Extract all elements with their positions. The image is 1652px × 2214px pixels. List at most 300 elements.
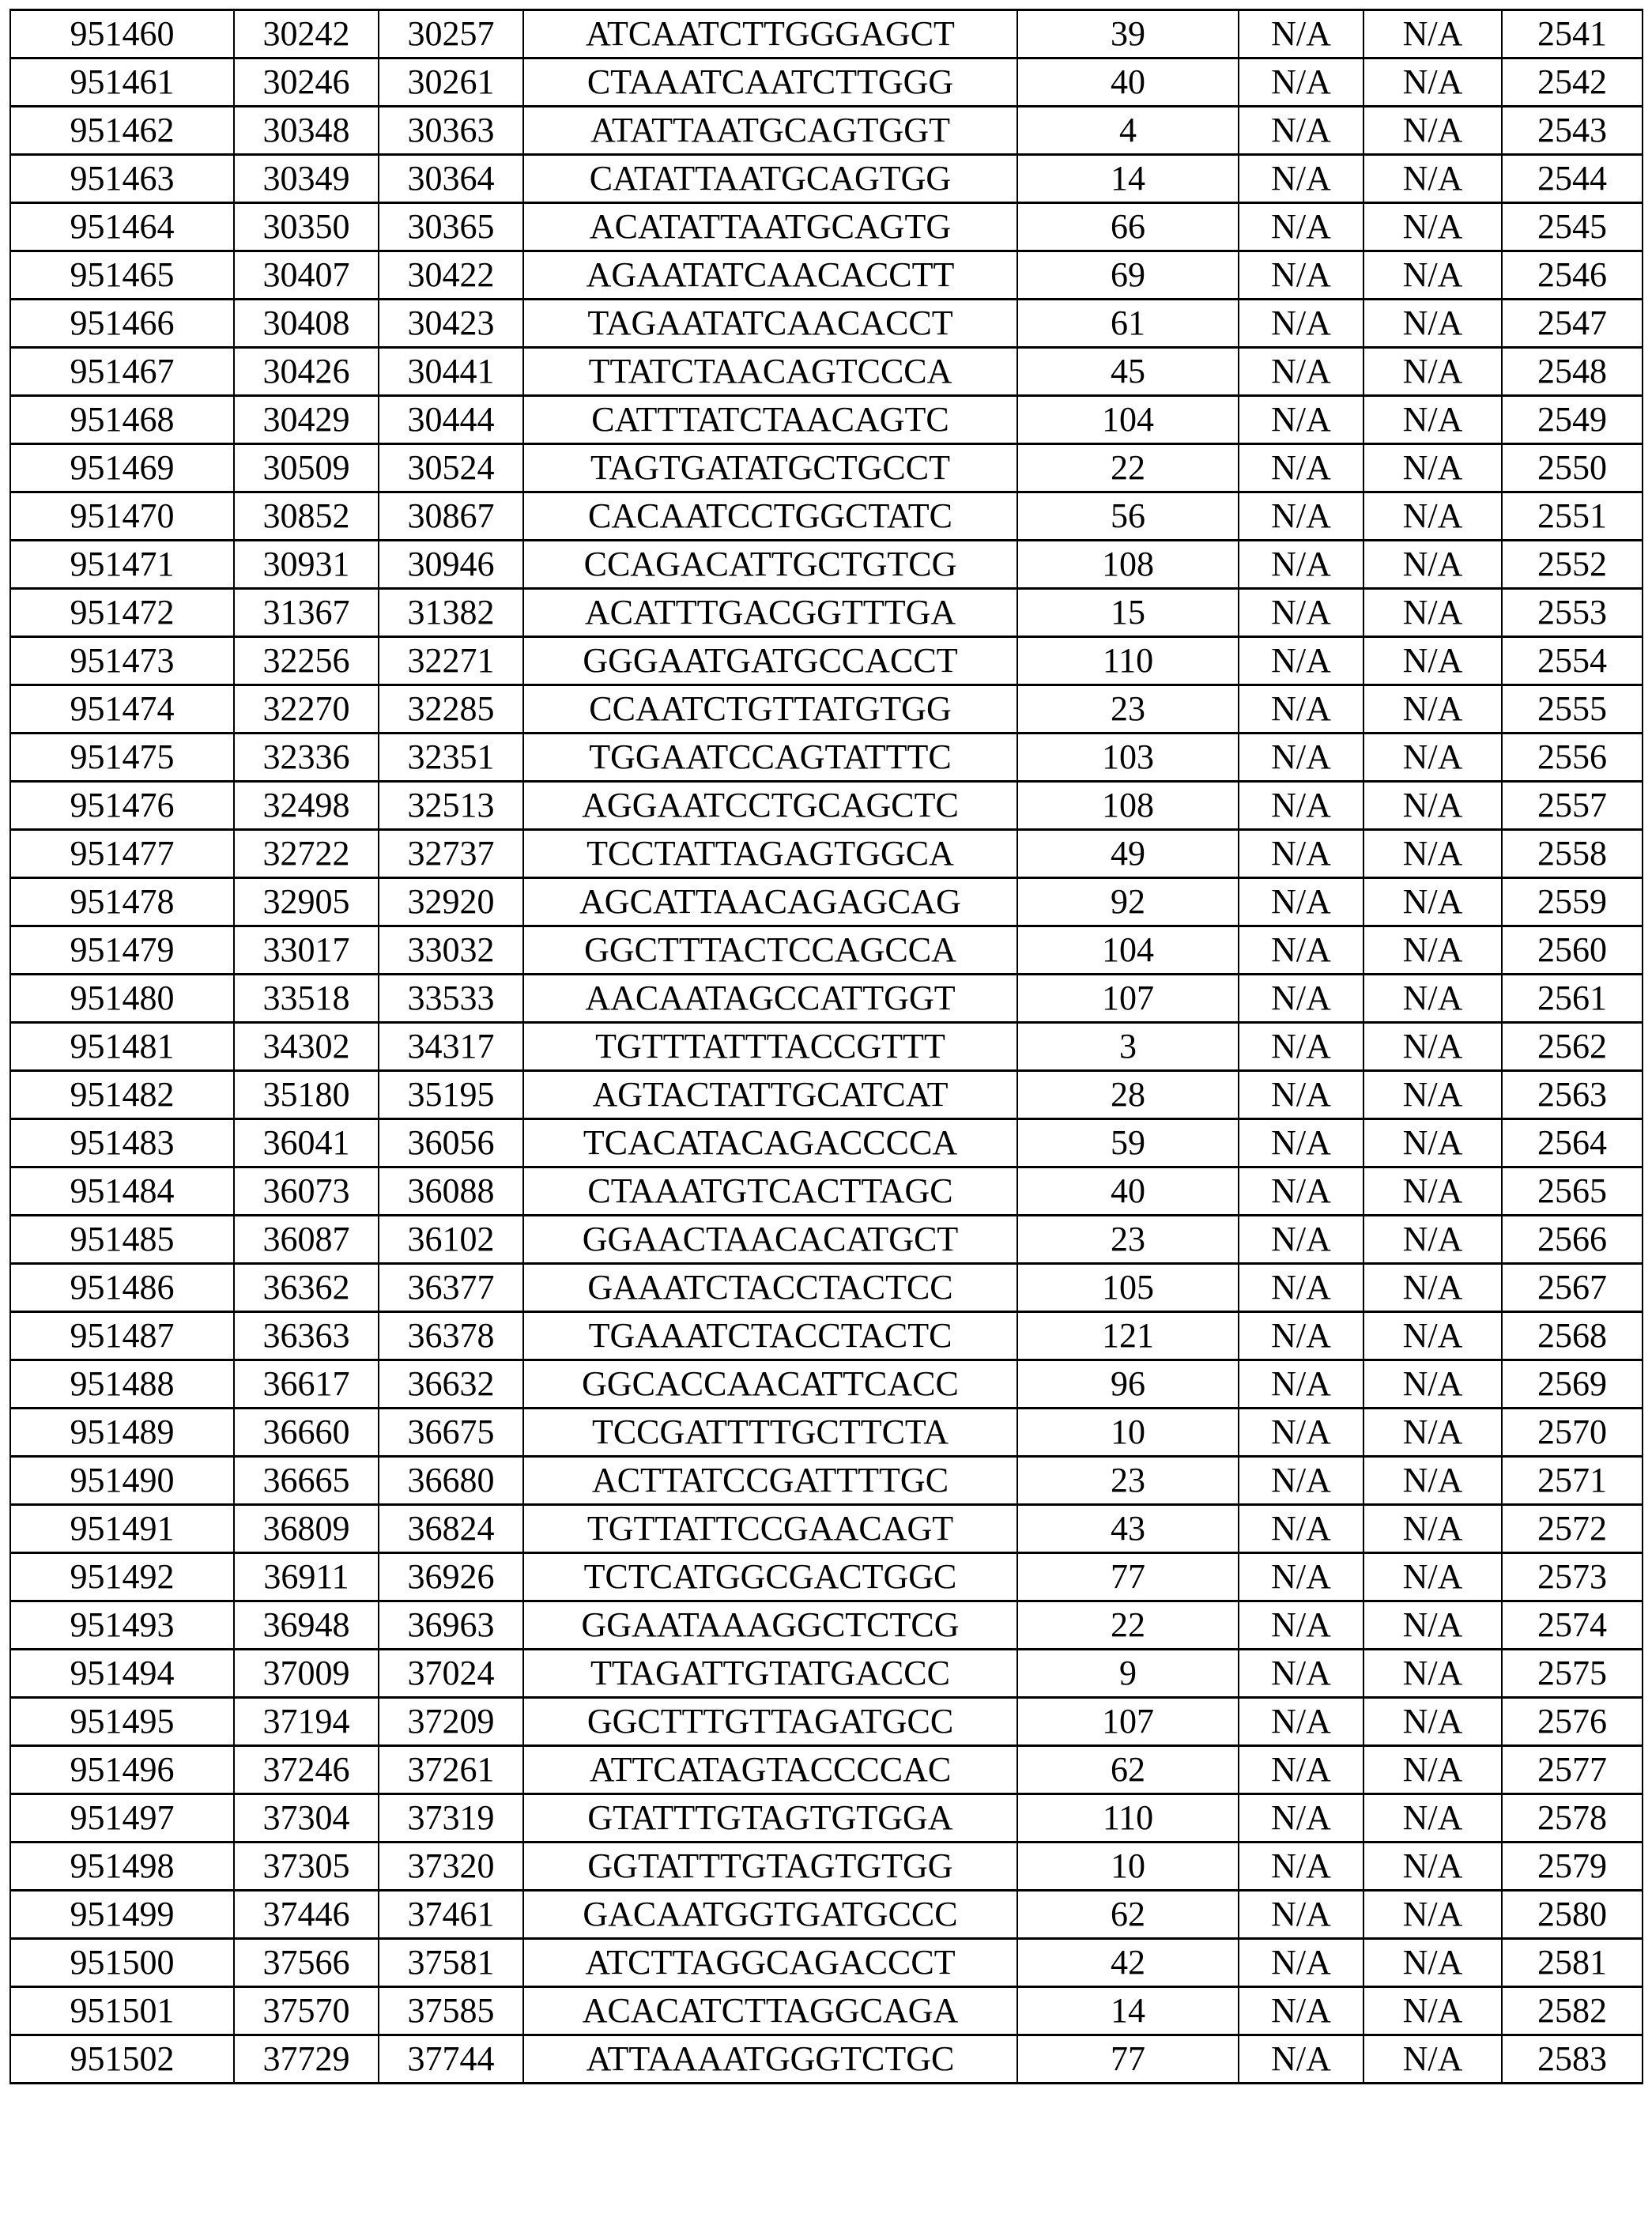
value-cell: 45 xyxy=(1017,348,1239,396)
stop-site-cell: 37024 xyxy=(379,1650,523,1698)
value-cell: 10 xyxy=(1017,1842,1239,1891)
na-cell-1: N/A xyxy=(1239,10,1363,58)
sequence-cell: CATTTATCTAACAGTC xyxy=(523,396,1017,444)
na-cell-2: N/A xyxy=(1363,1987,1502,2035)
na-cell-1: N/A xyxy=(1239,734,1363,782)
stop-site-cell: 30423 xyxy=(379,300,523,348)
na-cell-1: N/A xyxy=(1239,1457,1363,1505)
compound-id-cell: 951467 xyxy=(10,348,234,396)
stop-site-cell: 37585 xyxy=(379,1987,523,2035)
compound-id-cell: 951500 xyxy=(10,1939,234,1987)
value-cell: 40 xyxy=(1017,58,1239,107)
sequence-cell: TCCGATTTTGCTTCTA xyxy=(523,1409,1017,1457)
compound-id-cell: 951489 xyxy=(10,1409,234,1457)
sequence-cell: ACATATTAATGCAGTG xyxy=(523,203,1017,251)
na-cell-2: N/A xyxy=(1363,975,1502,1023)
table-row xyxy=(10,1650,1643,1698)
start-site-cell: 33518 xyxy=(234,975,379,1023)
compound-id-cell: 951498 xyxy=(10,1842,234,1891)
sequence-cell: GTATTTGTAGTGTGGA xyxy=(523,1794,1017,1842)
stop-site-cell: 37319 xyxy=(379,1794,523,1842)
sequence-cell: CACAATCCTGGCTATC xyxy=(523,492,1017,541)
compound-id-cell: 951479 xyxy=(10,926,234,975)
start-site-cell: 30348 xyxy=(234,107,379,155)
compound-id-cell: 951477 xyxy=(10,830,234,878)
start-site-cell: 30242 xyxy=(234,10,379,58)
value-cell: 61 xyxy=(1017,300,1239,348)
na-cell-1: N/A xyxy=(1239,396,1363,444)
value-cell: 23 xyxy=(1017,1457,1239,1505)
compound-id-cell: 951473 xyxy=(10,637,234,685)
stop-site-cell: 36088 xyxy=(379,1167,523,1216)
seq-id-cell: 2543 xyxy=(1502,107,1643,155)
table-row xyxy=(10,782,1643,830)
na-cell-1: N/A xyxy=(1239,1360,1363,1409)
table-row xyxy=(10,830,1643,878)
na-cell-1: N/A xyxy=(1239,541,1363,589)
na-cell-1: N/A xyxy=(1239,975,1363,1023)
na-cell-1: N/A xyxy=(1239,1746,1363,1794)
stop-site-cell: 36675 xyxy=(379,1409,523,1457)
na-cell-1: N/A xyxy=(1239,107,1363,155)
na-cell-2: N/A xyxy=(1363,637,1502,685)
value-cell: 107 xyxy=(1017,1698,1239,1746)
table-row xyxy=(10,348,1643,396)
na-cell-1: N/A xyxy=(1239,251,1363,300)
start-site-cell: 32905 xyxy=(234,878,379,926)
table-row xyxy=(10,637,1643,685)
value-cell: 40 xyxy=(1017,1167,1239,1216)
sequence-cell: CATATTAATGCAGTGG xyxy=(523,155,1017,203)
seq-id-cell: 2550 xyxy=(1502,444,1643,492)
value-cell: 39 xyxy=(1017,10,1239,58)
table-row xyxy=(10,1360,1643,1409)
stop-site-cell: 36102 xyxy=(379,1216,523,1264)
table-body xyxy=(10,10,1643,2084)
sequence-cell: GGCACCAACATTCACC xyxy=(523,1360,1017,1409)
seq-id-cell: 2578 xyxy=(1502,1794,1643,1842)
compound-id-cell: 951494 xyxy=(10,1650,234,1698)
na-cell-2: N/A xyxy=(1363,58,1502,107)
na-cell-1: N/A xyxy=(1239,1119,1363,1167)
compound-id-cell: 951466 xyxy=(10,300,234,348)
seq-id-cell: 2572 xyxy=(1502,1505,1643,1553)
seq-id-cell: 2570 xyxy=(1502,1409,1643,1457)
sequence-cell: TCTCATGGCGACTGGC xyxy=(523,1553,1017,1601)
compound-id-cell: 951460 xyxy=(10,10,234,58)
seq-id-cell: 2562 xyxy=(1502,1023,1643,1071)
start-site-cell: 36041 xyxy=(234,1119,379,1167)
stop-site-cell: 30422 xyxy=(379,251,523,300)
sequence-cell: GGCTTTACTCCAGCCA xyxy=(523,926,1017,975)
value-cell: 62 xyxy=(1017,1891,1239,1939)
sequence-cell: CTAAATCAATCTTGGG xyxy=(523,58,1017,107)
sequence-cell: TTATCTAACAGTCCCA xyxy=(523,348,1017,396)
na-cell-1: N/A xyxy=(1239,444,1363,492)
stop-site-cell: 30257 xyxy=(379,10,523,58)
na-cell-1: N/A xyxy=(1239,782,1363,830)
seq-id-cell: 2557 xyxy=(1502,782,1643,830)
na-cell-2: N/A xyxy=(1363,1794,1502,1842)
na-cell-1: N/A xyxy=(1239,1698,1363,1746)
seq-id-cell: 2583 xyxy=(1502,2035,1643,2084)
sequence-cell: ACATTTGACGGTTTGA xyxy=(523,589,1017,637)
start-site-cell: 30509 xyxy=(234,444,379,492)
compound-id-cell: 951499 xyxy=(10,1891,234,1939)
start-site-cell: 30429 xyxy=(234,396,379,444)
value-cell: 66 xyxy=(1017,203,1239,251)
value-cell: 62 xyxy=(1017,1746,1239,1794)
sequence-cell: CCAGACATTGCTGTCG xyxy=(523,541,1017,589)
seq-id-cell: 2552 xyxy=(1502,541,1643,589)
na-cell-1: N/A xyxy=(1239,1939,1363,1987)
start-site-cell: 36660 xyxy=(234,1409,379,1457)
seq-id-cell: 2542 xyxy=(1502,58,1643,107)
sequence-cell: TGGAATCCAGTATTTC xyxy=(523,734,1017,782)
compound-id-cell: 951478 xyxy=(10,878,234,926)
start-site-cell: 32722 xyxy=(234,830,379,878)
table-row xyxy=(10,1264,1643,1312)
stop-site-cell: 37744 xyxy=(379,2035,523,2084)
table-row xyxy=(10,926,1643,975)
na-cell-2: N/A xyxy=(1363,2035,1502,2084)
na-cell-2: N/A xyxy=(1363,251,1502,300)
value-cell: 22 xyxy=(1017,444,1239,492)
seq-id-cell: 2541 xyxy=(1502,10,1643,58)
seq-id-cell: 2573 xyxy=(1502,1553,1643,1601)
na-cell-2: N/A xyxy=(1363,589,1502,637)
stop-site-cell: 36680 xyxy=(379,1457,523,1505)
stop-site-cell: 30363 xyxy=(379,107,523,155)
na-cell-1: N/A xyxy=(1239,348,1363,396)
value-cell: 9 xyxy=(1017,1650,1239,1698)
value-cell: 92 xyxy=(1017,878,1239,926)
na-cell-2: N/A xyxy=(1363,107,1502,155)
na-cell-1: N/A xyxy=(1239,1794,1363,1842)
compound-id-cell: 951468 xyxy=(10,396,234,444)
seq-id-cell: 2546 xyxy=(1502,251,1643,300)
start-site-cell: 37566 xyxy=(234,1939,379,1987)
start-site-cell: 30408 xyxy=(234,300,379,348)
compound-id-cell: 951474 xyxy=(10,685,234,734)
seq-id-cell: 2566 xyxy=(1502,1216,1643,1264)
sequence-cell: AGCATTAACAGAGCAG xyxy=(523,878,1017,926)
na-cell-1: N/A xyxy=(1239,1264,1363,1312)
value-cell: 110 xyxy=(1017,637,1239,685)
na-cell-1: N/A xyxy=(1239,1891,1363,1939)
start-site-cell: 36809 xyxy=(234,1505,379,1553)
value-cell: 49 xyxy=(1017,830,1239,878)
sequence-cell: TGTTATTCCGAACAGT xyxy=(523,1505,1017,1553)
compound-id-cell: 951482 xyxy=(10,1071,234,1119)
value-cell: 110 xyxy=(1017,1794,1239,1842)
start-site-cell: 30407 xyxy=(234,251,379,300)
seq-id-cell: 2568 xyxy=(1502,1312,1643,1360)
seq-id-cell: 2564 xyxy=(1502,1119,1643,1167)
compound-id-cell: 951470 xyxy=(10,492,234,541)
start-site-cell: 37246 xyxy=(234,1746,379,1794)
seq-id-cell: 2553 xyxy=(1502,589,1643,637)
value-cell: 14 xyxy=(1017,155,1239,203)
compound-id-cell: 951461 xyxy=(10,58,234,107)
na-cell-1: N/A xyxy=(1239,1409,1363,1457)
table-row xyxy=(10,1071,1643,1119)
compound-id-cell: 951472 xyxy=(10,589,234,637)
sequence-cell: AGAATATCAACACCTT xyxy=(523,251,1017,300)
compound-id-cell: 951493 xyxy=(10,1601,234,1650)
na-cell-1: N/A xyxy=(1239,1312,1363,1360)
na-cell-2: N/A xyxy=(1363,1842,1502,1891)
value-cell: 43 xyxy=(1017,1505,1239,1553)
start-site-cell: 37446 xyxy=(234,1891,379,1939)
start-site-cell: 37570 xyxy=(234,1987,379,2035)
value-cell: 42 xyxy=(1017,1939,1239,1987)
compound-id-cell: 951501 xyxy=(10,1987,234,2035)
stop-site-cell: 32513 xyxy=(379,782,523,830)
start-site-cell: 36911 xyxy=(234,1553,379,1601)
start-site-cell: 30349 xyxy=(234,155,379,203)
seq-id-cell: 2555 xyxy=(1502,685,1643,734)
value-cell: 104 xyxy=(1017,396,1239,444)
table-row xyxy=(10,10,1643,58)
na-cell-2: N/A xyxy=(1363,1601,1502,1650)
na-cell-1: N/A xyxy=(1239,300,1363,348)
start-site-cell: 37009 xyxy=(234,1650,379,1698)
sequence-cell: AACAATAGCCATTGGT xyxy=(523,975,1017,1023)
value-cell: 59 xyxy=(1017,1119,1239,1167)
seq-id-cell: 2575 xyxy=(1502,1650,1643,1698)
compound-id-cell: 951483 xyxy=(10,1119,234,1167)
table-row xyxy=(10,1167,1643,1216)
stop-site-cell: 37461 xyxy=(379,1891,523,1939)
na-cell-2: N/A xyxy=(1363,685,1502,734)
na-cell-1: N/A xyxy=(1239,1650,1363,1698)
seq-id-cell: 2545 xyxy=(1502,203,1643,251)
table-row xyxy=(10,1023,1643,1071)
start-site-cell: 32336 xyxy=(234,734,379,782)
seq-id-cell: 2556 xyxy=(1502,734,1643,782)
compound-id-cell: 951487 xyxy=(10,1312,234,1360)
table-row xyxy=(10,734,1643,782)
stop-site-cell: 36378 xyxy=(379,1312,523,1360)
start-site-cell: 31367 xyxy=(234,589,379,637)
stop-site-cell: 30364 xyxy=(379,155,523,203)
sequence-cell: TAGAATATCAACACCT xyxy=(523,300,1017,348)
na-cell-1: N/A xyxy=(1239,1842,1363,1891)
start-site-cell: 36363 xyxy=(234,1312,379,1360)
compound-id-cell: 951471 xyxy=(10,541,234,589)
stop-site-cell: 30524 xyxy=(379,444,523,492)
na-cell-2: N/A xyxy=(1363,1312,1502,1360)
start-site-cell: 36362 xyxy=(234,1264,379,1312)
sequence-cell: GGGAATGATGCCACCT xyxy=(523,637,1017,685)
na-cell-2: N/A xyxy=(1363,444,1502,492)
start-site-cell: 32270 xyxy=(234,685,379,734)
table-row xyxy=(10,685,1643,734)
na-cell-2: N/A xyxy=(1363,203,1502,251)
na-cell-2: N/A xyxy=(1363,1505,1502,1553)
na-cell-2: N/A xyxy=(1363,1119,1502,1167)
sequence-cell: ATCAATCTTGGGAGCT xyxy=(523,10,1017,58)
table-row xyxy=(10,541,1643,589)
na-cell-1: N/A xyxy=(1239,926,1363,975)
table-row xyxy=(10,58,1643,107)
compound-id-cell: 951502 xyxy=(10,2035,234,2084)
stop-site-cell: 37320 xyxy=(379,1842,523,1891)
stop-site-cell: 33533 xyxy=(379,975,523,1023)
compound-id-cell: 951497 xyxy=(10,1794,234,1842)
value-cell: 14 xyxy=(1017,1987,1239,2035)
compound-id-cell: 951476 xyxy=(10,782,234,830)
value-cell: 56 xyxy=(1017,492,1239,541)
seq-id-cell: 2561 xyxy=(1502,975,1643,1023)
na-cell-1: N/A xyxy=(1239,1553,1363,1601)
table-row xyxy=(10,492,1643,541)
na-cell-1: N/A xyxy=(1239,58,1363,107)
value-cell: 104 xyxy=(1017,926,1239,975)
na-cell-2: N/A xyxy=(1363,396,1502,444)
stop-site-cell: 37261 xyxy=(379,1746,523,1794)
start-site-cell: 30931 xyxy=(234,541,379,589)
compound-id-cell: 951463 xyxy=(10,155,234,203)
stop-site-cell: 30867 xyxy=(379,492,523,541)
na-cell-1: N/A xyxy=(1239,155,1363,203)
start-site-cell: 32498 xyxy=(234,782,379,830)
table-row xyxy=(10,589,1643,637)
compound-id-cell: 951469 xyxy=(10,444,234,492)
stop-site-cell: 32920 xyxy=(379,878,523,926)
sequence-cell: GGTATTTGTAGTGTGG xyxy=(523,1842,1017,1891)
table-row xyxy=(10,1216,1643,1264)
compound-id-cell: 951480 xyxy=(10,975,234,1023)
seq-id-cell: 2576 xyxy=(1502,1698,1643,1746)
seq-id-cell: 2580 xyxy=(1502,1891,1643,1939)
seq-id-cell: 2565 xyxy=(1502,1167,1643,1216)
start-site-cell: 36617 xyxy=(234,1360,379,1409)
na-cell-2: N/A xyxy=(1363,1264,1502,1312)
value-cell: 10 xyxy=(1017,1409,1239,1457)
table-row xyxy=(10,1119,1643,1167)
seq-id-cell: 2574 xyxy=(1502,1601,1643,1650)
value-cell: 103 xyxy=(1017,734,1239,782)
seq-id-cell: 2554 xyxy=(1502,637,1643,685)
stop-site-cell: 36377 xyxy=(379,1264,523,1312)
stop-site-cell: 30365 xyxy=(379,203,523,251)
value-cell: 77 xyxy=(1017,2035,1239,2084)
value-cell: 3 xyxy=(1017,1023,1239,1071)
na-cell-1: N/A xyxy=(1239,1601,1363,1650)
compound-id-cell: 951495 xyxy=(10,1698,234,1746)
seq-id-cell: 2581 xyxy=(1502,1939,1643,1987)
seq-id-cell: 2571 xyxy=(1502,1457,1643,1505)
stop-site-cell: 30444 xyxy=(379,396,523,444)
seq-id-cell: 2558 xyxy=(1502,830,1643,878)
stop-site-cell: 31382 xyxy=(379,589,523,637)
na-cell-2: N/A xyxy=(1363,1939,1502,1987)
table-row xyxy=(10,1939,1643,1987)
stop-site-cell: 36926 xyxy=(379,1553,523,1601)
value-cell: 69 xyxy=(1017,251,1239,300)
sequence-cell: GACAATGGTGATGCCC xyxy=(523,1891,1017,1939)
value-cell: 77 xyxy=(1017,1553,1239,1601)
stop-site-cell: 37581 xyxy=(379,1939,523,1987)
table-row xyxy=(10,251,1643,300)
table-row xyxy=(10,1987,1643,2035)
na-cell-1: N/A xyxy=(1239,685,1363,734)
start-site-cell: 30426 xyxy=(234,348,379,396)
start-site-cell: 32256 xyxy=(234,637,379,685)
table-row xyxy=(10,1794,1643,1842)
na-cell-1: N/A xyxy=(1239,1167,1363,1216)
na-cell-2: N/A xyxy=(1363,1650,1502,1698)
seq-id-cell: 2569 xyxy=(1502,1360,1643,1409)
sequence-cell: ACTTATCCGATTTTGC xyxy=(523,1457,1017,1505)
start-site-cell: 33017 xyxy=(234,926,379,975)
stop-site-cell: 36632 xyxy=(379,1360,523,1409)
seq-id-cell: 2547 xyxy=(1502,300,1643,348)
na-cell-2: N/A xyxy=(1363,541,1502,589)
na-cell-1: N/A xyxy=(1239,1071,1363,1119)
table-row xyxy=(10,1891,1643,1939)
na-cell-2: N/A xyxy=(1363,1457,1502,1505)
compound-id-cell: 951496 xyxy=(10,1746,234,1794)
seq-id-cell: 2560 xyxy=(1502,926,1643,975)
seq-id-cell: 2563 xyxy=(1502,1071,1643,1119)
sequence-cell: CCAATCTGTTATGTGG xyxy=(523,685,1017,734)
table-row xyxy=(10,155,1643,203)
na-cell-2: N/A xyxy=(1363,1023,1502,1071)
table-row xyxy=(10,203,1643,251)
seq-id-cell: 2551 xyxy=(1502,492,1643,541)
start-site-cell: 34302 xyxy=(234,1023,379,1071)
na-cell-1: N/A xyxy=(1239,492,1363,541)
na-cell-1: N/A xyxy=(1239,203,1363,251)
table-row xyxy=(10,300,1643,348)
na-cell-2: N/A xyxy=(1363,1071,1502,1119)
value-cell: 4 xyxy=(1017,107,1239,155)
start-site-cell: 36665 xyxy=(234,1457,379,1505)
na-cell-2: N/A xyxy=(1363,734,1502,782)
sequence-cell: TGTTTATTTACCGTTT xyxy=(523,1023,1017,1071)
compound-id-cell: 951481 xyxy=(10,1023,234,1071)
table-row xyxy=(10,878,1643,926)
table-row xyxy=(10,107,1643,155)
na-cell-2: N/A xyxy=(1363,782,1502,830)
sequence-cell: TAGTGATATGCTGCCT xyxy=(523,444,1017,492)
na-cell-2: N/A xyxy=(1363,1409,1502,1457)
na-cell-2: N/A xyxy=(1363,1360,1502,1409)
sequence-cell: ATATTAATGCAGTGGT xyxy=(523,107,1017,155)
stop-site-cell: 33032 xyxy=(379,926,523,975)
na-cell-2: N/A xyxy=(1363,1553,1502,1601)
stop-site-cell: 30946 xyxy=(379,541,523,589)
stop-site-cell: 34317 xyxy=(379,1023,523,1071)
table-row xyxy=(10,444,1643,492)
compound-id-cell: 951491 xyxy=(10,1505,234,1553)
table-row xyxy=(10,1312,1643,1360)
sequence-cell: ACACATCTTAGGCAGA xyxy=(523,1987,1017,2035)
start-site-cell: 35180 xyxy=(234,1071,379,1119)
na-cell-2: N/A xyxy=(1363,1698,1502,1746)
start-site-cell: 36087 xyxy=(234,1216,379,1264)
sequence-cell: ATTAAAATGGGTCTGC xyxy=(523,2035,1017,2084)
compound-id-cell: 951462 xyxy=(10,107,234,155)
table-row xyxy=(10,1746,1643,1794)
seq-id-cell: 2582 xyxy=(1502,1987,1643,2035)
start-site-cell: 37194 xyxy=(234,1698,379,1746)
value-cell: 23 xyxy=(1017,685,1239,734)
na-cell-2: N/A xyxy=(1363,1167,1502,1216)
